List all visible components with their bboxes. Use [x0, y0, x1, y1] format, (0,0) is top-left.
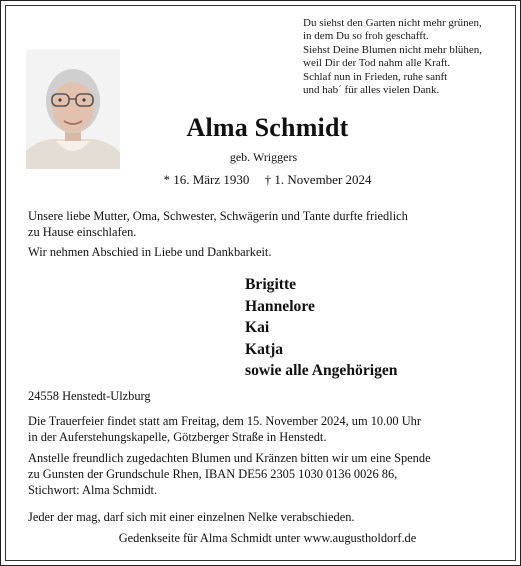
farewell-line: Wir nehmen Abschied in Liebe und Dankbarkeit.: [28, 245, 272, 259]
mourner-name: Katja: [245, 340, 284, 358]
text-line: zu Gunsten der Grundschule Rhen, IBAN DE56 2305 1030 0136 0026 86,: [28, 467, 398, 482]
death-date: † 1. November 2024: [264, 172, 372, 187]
poem-line: und hab´ für alles vielen Dank.: [303, 84, 440, 97]
poem-line: Siehst Deine Blumen nicht mehr blühen,: [303, 43, 483, 56]
text-line: Die Trauerfeier findet statt am Freitag, dem 15. November 2024, um 10.00 Uhr: [28, 414, 421, 428]
mourner-name: Brigitte: [245, 276, 297, 293]
text-line: Anstelle freundlich zugedachten Blumen und Kränzen bitten wir um eine Spende: [28, 451, 431, 465]
birth-name: geb. Wriggers: [229, 150, 298, 164]
life-dates: [0, 172, 521, 188]
text-line: Stichwort: Alma Schmidt.: [28, 483, 158, 498]
poem-line: weil Dir der Tod nahm alle Kraft.: [303, 57, 451, 70]
carnation-note: Jeder der mag, darf sich mit einer einzelnen Nelke verabschieden.: [28, 510, 355, 524]
deceased-name: Alma Schmidt: [186, 113, 349, 142]
poem: [303, 17, 513, 97]
intro-paragraph: [28, 208, 498, 240]
mourners-list: [245, 274, 397, 382]
mourner-name: sowie alle Angehörigen: [245, 362, 398, 379]
ceremony-paragraph: [28, 413, 498, 445]
place-line: 24558 Henstedt-Ulzburg: [28, 389, 151, 403]
text-line: Unsere liebe Mutter, Oma, Schwester, Schwägerin und Tante durfte friedlich: [28, 209, 408, 223]
memorial-page-line: Gedenkseite für Alma Schmidt unter www.augustholdorf.de: [118, 531, 417, 545]
text-line: zu Hause einschlafen.: [28, 225, 137, 240]
poem-line: Schlaf nun in Frieden, ruhe sanft: [303, 70, 448, 83]
text-line: in der Auferstehungskapelle, Götzberger Straße in Henstedt.: [28, 430, 327, 445]
mourner-name: Kai: [245, 319, 270, 336]
mourner-name: Hannelore: [245, 297, 315, 315]
poem-line: Du siehst den Garten nicht mehr grünen,: [303, 17, 482, 29]
donation-paragraph: [28, 450, 498, 499]
poem-line: in dem Du so froh geschafft.: [303, 30, 429, 43]
birth-date: * 16. März 1930: [163, 172, 250, 187]
